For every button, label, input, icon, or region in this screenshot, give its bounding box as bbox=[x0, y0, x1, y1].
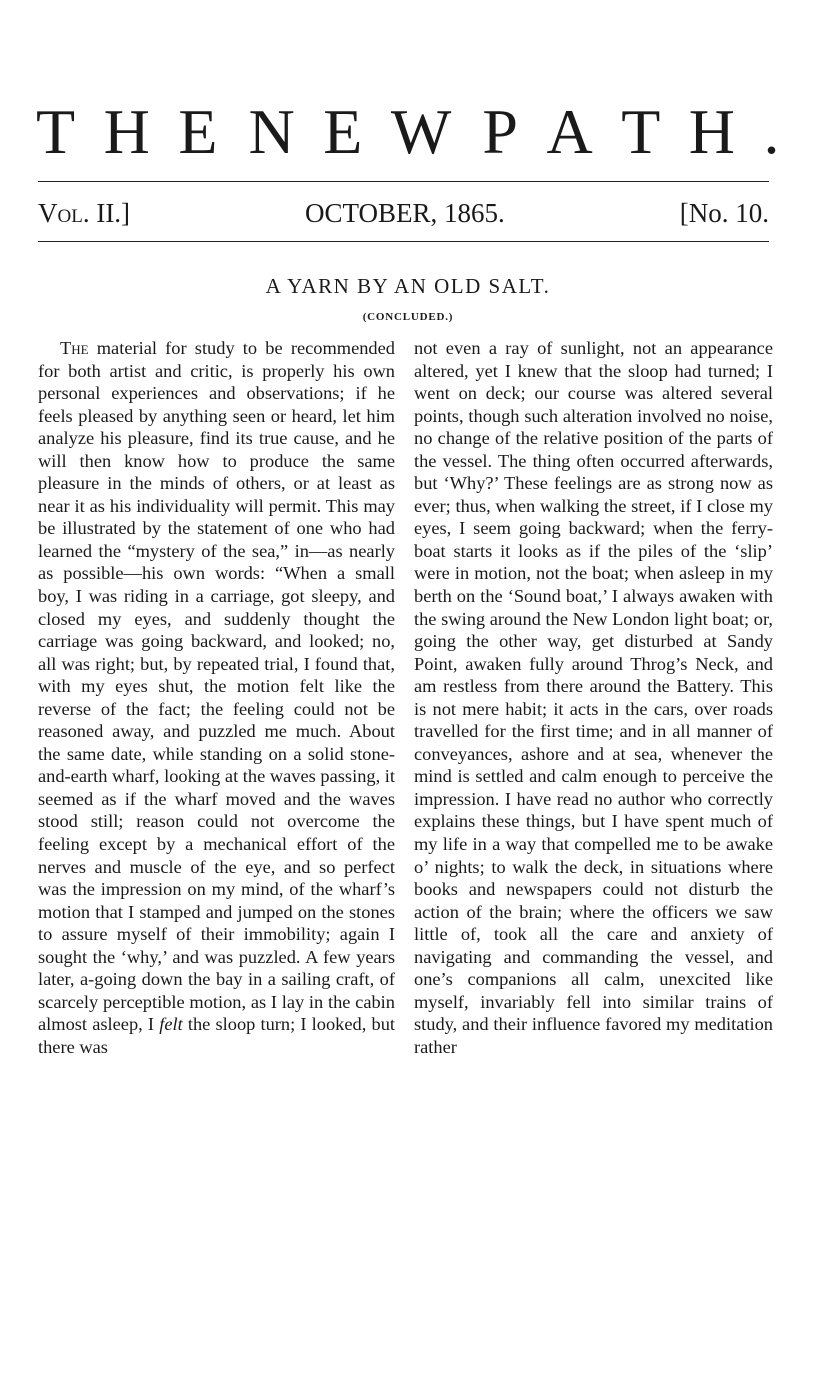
masthead-letter: T bbox=[621, 96, 661, 167]
masthead-word-path bbox=[482, 96, 780, 168]
right-paragraph: not even a ray of sunlight, not an appearance altered, yet I knew that the sloop had turned; I went on deck; our course was altered several points, though such alteration involved no noise, no change of the relative position of the parts of the vessel. The thing often occurred afterwards, but ‘Why?’ These feelings are as strong now as ever; thus, when walking the street, if I close my eyes, I seem going backward; when the ferry-boat starts it looks as if the piles of the ‘slip’ were in motion, not the boat; when asleep in my berth on the ‘Sound boat,’ I always awaken with the swing around the New London light boat; or, going the other way, get disturbed at Sandy Point, awaken fully around Throg’s Neck, and am restless from there around the Battery. This is not mere habit; it acts in the cars, over roads travelled for the first time; and in all manner of conveyances, ashore and at sea, whenever the mind is settled and calm enough to perceive the impression. I have read no author who correctly explains these things, but I have spent much of my life in a way that compelled me to be awake o’ nights; to walk the deck, in situations where books and newspapers could not disturb the action of the brain; where the officers we saw little of, took all the care and anxiety of navigating and commanding the vessel, and one’s companions all calm, unexcited like myself, invariably fell into similar trains of study, and their influence favored my meditation rather bbox=[414, 338, 773, 1057]
masthead-letter: T bbox=[36, 96, 76, 167]
dateline bbox=[38, 196, 769, 230]
masthead-letter: P bbox=[482, 96, 519, 167]
drop-word: The bbox=[60, 338, 89, 358]
issue-number: [No. 10. bbox=[679, 198, 769, 228]
masthead-letter: H bbox=[688, 96, 736, 167]
masthead-letter: N bbox=[248, 96, 296, 167]
masthead-letter: E bbox=[178, 96, 218, 167]
top-rule bbox=[38, 181, 769, 182]
masthead-letter: E bbox=[323, 96, 363, 167]
left-text-b: the sloop turn; I looked, but there was bbox=[38, 1014, 395, 1057]
masthead-letter: W bbox=[390, 96, 452, 167]
left-column bbox=[38, 337, 395, 1059]
left-text-a: material for study to be recommended for both artist and critic, is properly his own personal experiences and observations; if he feels pleased by anything seen or heard, let him analyze his pleasure, find its true cause, and he will then know how to produce the same pleasure in the minds of others, or at least as near it as his individuality will permit. This may be illustrated by the statement of one who had learned the “mystery of the sea,” in—as nearly as possible—his own words: “When a small boy, I was riding in a carriage, got sleepy, and closed my eyes, and suddenly thought the carriage was going backward, and looked; no, all was right; but, by repeated trial, I found that, with my eyes shut, the motion felt like the reverse of the fact; the feeling could not be reasoned away, and puzzled me much. About the same date, while standing on a solid stone-and-earth wharf, looking at the waves passing, it seemed as if the wharf moved and the waves stood still; reason could not overcome the feeling except by a mechanical effort of the nerves and muscle of the eye, and so perfect was the impression on my mind, of the wharf’s motion that I stamped and jumped on the stones to assure myself of their immobility; again I sought the ‘why,’ and was puzzled. A few years later, a-going down the bay in a sailing craft, of scarcely perceptible motion, as I lay in the cabin almost asleep, I bbox=[38, 338, 395, 1035]
masthead-letter: . bbox=[763, 96, 780, 167]
right-column bbox=[414, 337, 773, 1059]
issue-date: OCTOBER, 1865. bbox=[305, 198, 505, 228]
bottom-rule bbox=[38, 241, 769, 242]
masthead-word-new bbox=[249, 96, 452, 168]
article-title: A YARN BY AN OLD SALT. bbox=[265, 274, 551, 298]
masthead-word-the bbox=[36, 96, 218, 168]
masthead-letter: A bbox=[546, 96, 594, 167]
italic-felt: felt bbox=[159, 1014, 183, 1035]
masthead-letter: H bbox=[103, 96, 151, 167]
volume-label: Vol. II.] bbox=[38, 198, 131, 228]
left-paragraph bbox=[38, 337, 395, 1059]
article-subtitle: (CONCLUDED.) bbox=[362, 311, 454, 323]
masthead-title bbox=[36, 96, 780, 168]
